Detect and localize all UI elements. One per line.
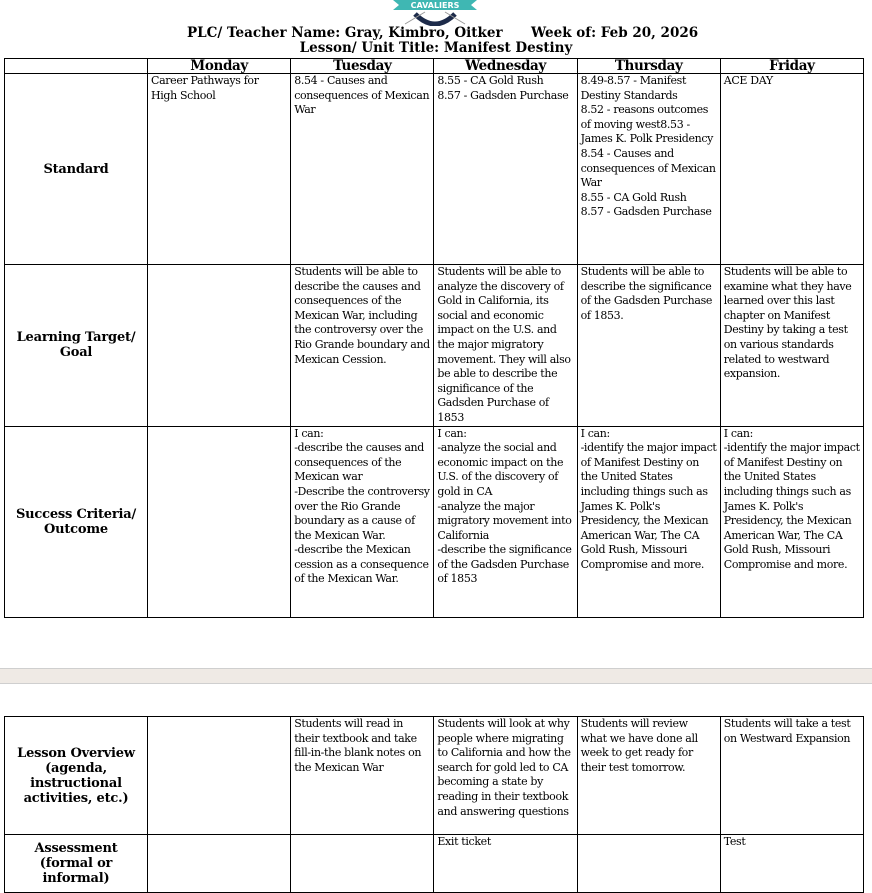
cell-thursday[interactable]: Students will be able to describe the significance of the Gadsden Purchase of 1853.	[577, 265, 720, 427]
week-of: Week of: Feb 20, 2026	[531, 25, 699, 41]
row-label: Success Criteria/ Outcome	[5, 426, 148, 617]
cell-monday[interactable]: Career Pathways for High School	[148, 74, 291, 265]
table-row	[5, 835, 864, 893]
teacher-name: PLC/ Teacher Name: Gray, Kimbro, Oitker	[187, 25, 503, 41]
cell-thursday[interactable]: Students will review what we have done all week to get ready for their test tomorrow.	[577, 717, 720, 835]
cell-monday[interactable]	[148, 265, 291, 427]
cell-friday[interactable]: Test	[720, 835, 863, 893]
day-header-wednesday: Wednesday	[434, 59, 577, 74]
day-header-thursday: Thursday	[577, 59, 720, 74]
lesson-plan-table	[4, 58, 864, 618]
page-break	[0, 668, 872, 684]
corner-cell	[5, 59, 148, 74]
day-header-tuesday: Tuesday	[291, 59, 434, 74]
day-header-row	[5, 59, 864, 74]
row-label: Learning Target/ Goal	[5, 265, 148, 427]
cell-friday[interactable]: Students will take a test on Westward Expansion	[720, 717, 863, 835]
cell-monday[interactable]	[148, 835, 291, 893]
cell-wednesday[interactable]: Exit ticket	[434, 835, 577, 893]
cell-tuesday[interactable]	[291, 835, 434, 893]
cell-monday[interactable]	[148, 426, 291, 617]
table-row	[5, 717, 864, 835]
cell-tuesday[interactable]: Students will be able to describe the causes and consequences of the Mexican War, including the controversy over the Rio Grande boundary and Mexican Cession.	[291, 265, 434, 427]
day-header-monday: Monday	[148, 59, 291, 74]
school-logo	[385, 0, 485, 26]
cell-friday[interactable]: I can: -identify the major impact of Manifest Destiny on the United States including things such as James K. Polk's Presidency, the Mexican American War, The CA Gold Rush, Missouri Compromise and more.	[720, 426, 863, 617]
cell-thursday[interactable]: 8.49-8.57 - Manifest Destiny Standards 8.52 - reasons outcomes of moving west8.53 - James K. Polk Presidency 8.54 - Causes and consequences of Mexican War 8.55 - CA Gold Rush 8.57 - Gadsden Purchase	[577, 74, 720, 265]
cell-tuesday[interactable]: 8.54 - Causes and consequences of Mexican War	[291, 74, 434, 265]
cell-thursday[interactable]	[577, 835, 720, 893]
row-label: Lesson Overview (agenda, instructional activities, etc.)	[5, 717, 148, 835]
cell-friday[interactable]: Students will be able to examine what they have learned over this last chapter on Manifest Destiny by taking a test on various standards related to westward expansion.	[720, 265, 863, 427]
cell-monday[interactable]	[148, 717, 291, 835]
cell-thursday[interactable]: I can: -identify the major impact of Manifest Destiny on the United States including things such as James K. Polk's Presidency, the Mexican American War, The CA Gold Rush, Missouri Compromise and more.	[577, 426, 720, 617]
lesson-plan-table-continued	[4, 716, 864, 893]
cell-friday[interactable]: ACE DAY	[720, 74, 863, 265]
cell-wednesday[interactable]: Students will be able to analyze the discovery of Gold in California, its social and economic impact on the U.S. and the major migratory movement. They will also be able to describe the significance of the Gadsden Purchase of 1853	[434, 265, 577, 427]
day-header-friday: Friday	[720, 59, 863, 74]
cell-tuesday[interactable]: Students will read in their textbook and take fill-in-the blank notes on the Mexican War	[291, 717, 434, 835]
table-row	[5, 426, 864, 617]
cell-wednesday[interactable]: I can: -analyze the social and economic impact on the U.S. of the discovery of gold in CA -analyze the major migratory movement into California -describe the significance of the Gadsden Purchase of 1853	[434, 426, 577, 617]
table-row	[5, 265, 864, 427]
table-row	[5, 74, 864, 265]
row-label: Assessment (formal or informal)	[5, 835, 148, 893]
row-label: Standard	[5, 74, 148, 265]
svg-text:CAVALIERS: CAVALIERS	[410, 1, 460, 10]
cell-wednesday[interactable]: Students will look at why people where migrating to California and how the search for gold led to CA becoming a state by reading in their textbook and answering questions	[434, 717, 577, 835]
cell-tuesday[interactable]: I can: -describe the causes and consequences of the Mexican war -Describe the controversy over the Rio Grande boundary as a cause of the Mexican War. -describe the Mexican cession as a consequence of the Mexican War.	[291, 426, 434, 617]
unit-title: Lesson/ Unit Title: Manifest Destiny	[299, 40, 573, 56]
cell-wednesday[interactable]: 8.55 - CA Gold Rush 8.57 - Gadsden Purchase	[434, 74, 577, 265]
